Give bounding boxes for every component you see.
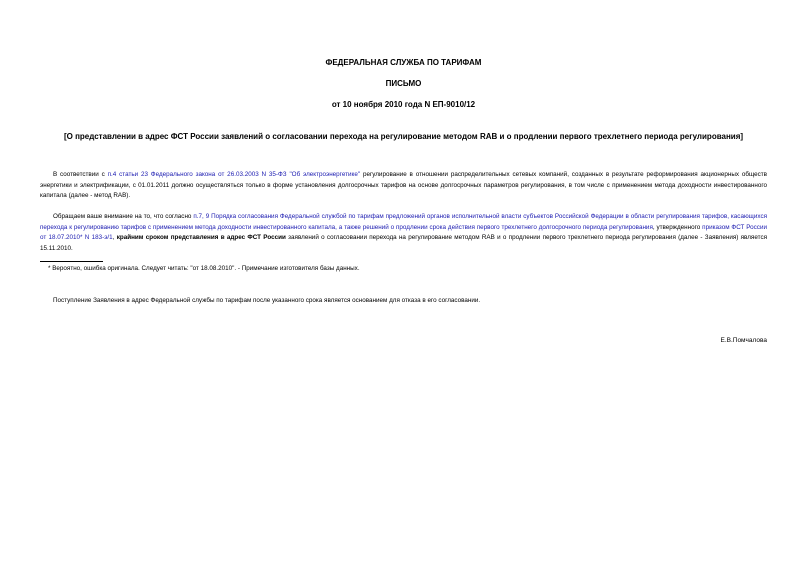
paragraph-1-text-a: В соответствии с	[53, 171, 108, 178]
paragraph-2	[40, 212, 767, 254]
footnote: * Вероятно, ошибка оригинала. Следует читать: "от 18.08.2010". - Примечание изготовителя базы данных.	[48, 265, 360, 272]
paragraph-3	[40, 296, 767, 307]
procedure-link[interactable]: п.7, 9 Порядка согласования Федеральной службой по тарифам предложений органов исполнительной власти субъектов Российской Федерации в области регулирования тарифов, касающихся перехода к регулированию тарифов с применением метода доходности инвестированного капитала, а также решений о продлении срока действия первого трехлетнего долгосрочного периода регулирования	[40, 213, 768, 231]
document-subject: [О представлении в адрес ФСТ России заявлений о согласовании перехода на регулирование методом RAB и о продлении первого трехлетнего периода регулирования]	[63, 132, 744, 141]
document-type: ПИСЬМО	[385, 79, 422, 88]
paragraph-2-text-c: ,	[112, 234, 117, 242]
order-link[interactable]: приказом ФСТ России от 18.07.2010* N 183-э/1	[40, 223, 767, 242]
paragraph-2-text-a: Обращаем ваше внимание на то, что согласно	[53, 213, 194, 220]
paragraph-2-text-d: заявлений о согласовании перехода на регулирование методом RAB и о продлении первого трехлетнего периода регулирования (далее - Заявления) является 15.11.2010.	[40, 234, 768, 252]
paragraph-1-text-b: регулирование в отношении распределительных сетевых компаний, созданных в результате реформирования акционерных обществ энергетики и электрификации, с 01.01.2011 должно осуществляться только в форме установления долгосрочных тарифов на основе долгосрочных параметров регулирования, в том числе с применением метода доходности инвестированного капитала (далее - метод RAB).	[40, 171, 768, 200]
paragraph-1	[40, 170, 767, 202]
paragraph-3-text: Поступление Заявления в адрес Федеральной службы по тарифам после указанного срока является основанием для отказа в его согласовании.	[53, 297, 481, 304]
deadline-emphasis: крайним сроком представления в адрес ФСТ России	[116, 234, 286, 242]
agency-title: ФЕДЕРАЛЬНАЯ СЛУЖБА ПО ТАРИФАМ	[325, 58, 482, 67]
paragraph-2-text-b: , утвержденного	[652, 223, 703, 231]
document-date-number: от 10 ноября 2010 года N ЕП-9010/12	[331, 100, 476, 109]
signature: Е.В.Помчалова	[720, 337, 767, 344]
law-link[interactable]: п.4 статьи 23 Федерального закона от 26.03.2003 N 35-ФЗ "Об электроэнергетике"	[107, 171, 361, 178]
footnote-divider	[40, 261, 103, 262]
